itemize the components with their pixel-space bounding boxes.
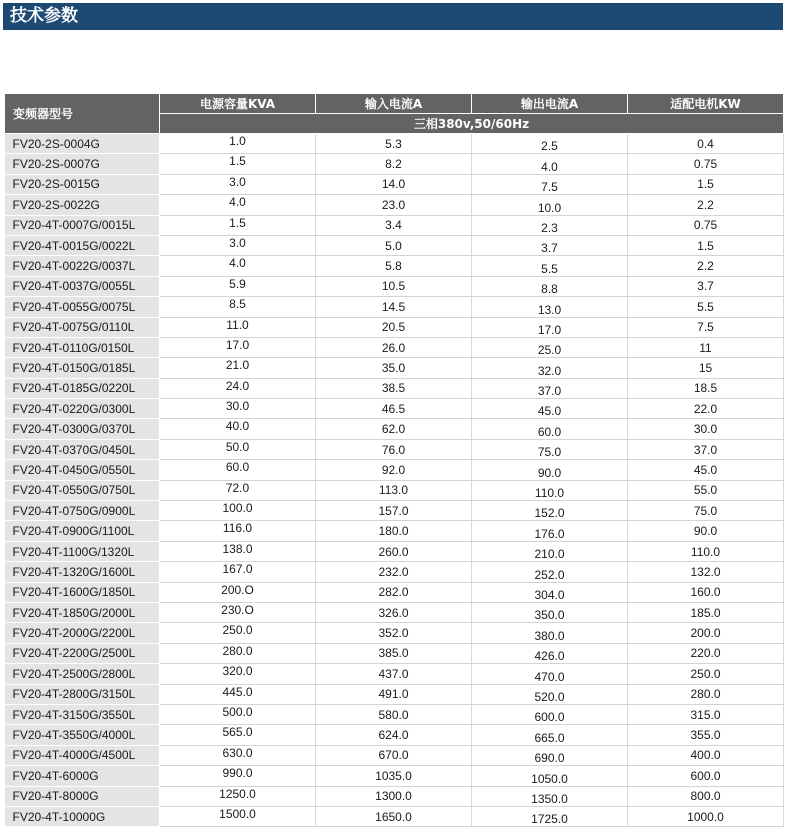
power-capacity-cell: 3.0: [160, 174, 316, 194]
power-capacity-cell: 50.0: [160, 439, 316, 459]
table-row: [5, 664, 784, 684]
table-row: [5, 358, 784, 378]
output-current-cell: 690.0: [472, 745, 628, 765]
motor-power-cell: 185.0: [628, 602, 784, 622]
model-cell: FV20-2S-0004G: [5, 134, 160, 154]
model-cell: FV20-4T-0900G/1100L: [5, 521, 160, 541]
table-row: [5, 460, 784, 480]
output-current-cell: 5.5: [472, 256, 628, 276]
motor-power-cell: 55.0: [628, 480, 784, 500]
input-current-cell: 46.5: [316, 399, 472, 419]
input-current-cell: 1035.0: [316, 766, 472, 786]
power-capacity-cell: 11.0: [160, 317, 316, 337]
power-capacity-cell: 250.0: [160, 623, 316, 643]
output-current-cell: 1725.0: [472, 806, 628, 826]
output-current-cell: 210.0: [472, 541, 628, 561]
power-capacity-cell: 116.0: [160, 521, 316, 541]
model-cell: FV20-4T-1600G/1850L: [5, 582, 160, 602]
table-row: [5, 419, 784, 439]
output-current-cell: 1350.0: [472, 786, 628, 806]
output-current-cell: 13.0: [472, 297, 628, 317]
input-current-cell: 260.0: [316, 541, 472, 561]
input-current-cell: 5.3: [316, 134, 472, 154]
model-cell: FV20-4T-3150G/3550L: [5, 704, 160, 724]
model-cell: FV20-4T-0370G/0450L: [5, 439, 160, 459]
power-capacity-cell: 8.5: [160, 297, 316, 317]
input-current-cell: 352.0: [316, 623, 472, 643]
power-capacity-cell: 500.0: [160, 704, 316, 724]
power-capacity-cell: 4.0: [160, 195, 316, 215]
power-capacity-cell: 630.0: [160, 745, 316, 765]
model-cell: FV20-4T-0022G/0037L: [5, 256, 160, 276]
motor-power-cell: 800.0: [628, 786, 784, 806]
table-row: [5, 684, 784, 704]
input-current-cell: 1300.0: [316, 786, 472, 806]
motor-power-cell: 2.2: [628, 256, 784, 276]
section-title: 技术参数: [3, 3, 783, 30]
motor-power-cell: 132.0: [628, 562, 784, 582]
table-row: [5, 562, 784, 582]
input-current-cell: 76.0: [316, 439, 472, 459]
table-row: [5, 521, 784, 541]
input-current-cell: 157.0: [316, 501, 472, 521]
output-current-cell: 32.0: [472, 358, 628, 378]
table-row: [5, 786, 784, 806]
model-column-header: 变频器型号: [5, 94, 160, 134]
input-current-cell: 62.0: [316, 419, 472, 439]
output-current-cell: 25.0: [472, 337, 628, 357]
power-capacity-cell: 990.0: [160, 766, 316, 786]
motor-power-cell: 1.5: [628, 174, 784, 194]
table-row: [5, 317, 784, 337]
motor-power-cell: 315.0: [628, 704, 784, 724]
input-current-cell: 437.0: [316, 664, 472, 684]
model-cell: FV20-4T-0007G/0015L: [5, 215, 160, 235]
motor-power-cell: 1.5: [628, 235, 784, 255]
output-current-cell: 665.0: [472, 725, 628, 745]
motor-power-cell: 15: [628, 358, 784, 378]
model-cell: FV20-4T-0075G/0110L: [5, 317, 160, 337]
column-header-input-current: 输入电流A: [316, 94, 472, 114]
power-capacity-cell: 5.9: [160, 276, 316, 296]
motor-power-cell: 280.0: [628, 684, 784, 704]
motor-power-cell: 37.0: [628, 439, 784, 459]
power-capacity-cell: 167.0: [160, 562, 316, 582]
table-row: [5, 235, 784, 255]
input-current-cell: 14.5: [316, 297, 472, 317]
output-current-cell: 304.0: [472, 582, 628, 602]
motor-power-cell: 30.0: [628, 419, 784, 439]
input-current-cell: 113.0: [316, 480, 472, 500]
output-current-cell: 152.0: [472, 501, 628, 521]
motor-power-cell: 160.0: [628, 582, 784, 602]
input-current-cell: 326.0: [316, 602, 472, 622]
motor-power-cell: 22.0: [628, 399, 784, 419]
motor-power-cell: 90.0: [628, 521, 784, 541]
motor-power-cell: 0.75: [628, 154, 784, 174]
model-cell: FV20-4T-0055G/0075L: [5, 297, 160, 317]
table-row: [5, 439, 784, 459]
model-cell: FV20-4T-0300G/0370L: [5, 419, 160, 439]
model-cell: FV20-4T-0110G/0150L: [5, 337, 160, 357]
power-spec-subheader: 三相380v,50/60Hz: [160, 114, 784, 134]
input-current-cell: 180.0: [316, 521, 472, 541]
motor-power-cell: 1000.0: [628, 806, 784, 826]
output-current-cell: 2.3: [472, 215, 628, 235]
power-capacity-cell: 24.0: [160, 378, 316, 398]
motor-power-cell: 0.4: [628, 134, 784, 154]
model-cell: FV20-4T-1850G/2000L: [5, 602, 160, 622]
table-row: [5, 134, 784, 154]
output-current-cell: 10.0: [472, 195, 628, 215]
power-capacity-cell: 138.0: [160, 541, 316, 561]
power-capacity-cell: 1250.0: [160, 786, 316, 806]
output-current-cell: 176.0: [472, 521, 628, 541]
table-row: [5, 602, 784, 622]
table-row: [5, 195, 784, 215]
output-current-cell: 252.0: [472, 562, 628, 582]
input-current-cell: 38.5: [316, 378, 472, 398]
table-row: [5, 745, 784, 765]
power-capacity-cell: 17.0: [160, 337, 316, 357]
power-capacity-cell: 1.5: [160, 154, 316, 174]
table-row: [5, 480, 784, 500]
table-row: [5, 725, 784, 745]
motor-power-cell: 0.75: [628, 215, 784, 235]
table-row: [5, 276, 784, 296]
table-row: [5, 623, 784, 643]
power-capacity-cell: 445.0: [160, 684, 316, 704]
output-current-cell: 380.0: [472, 623, 628, 643]
input-current-cell: 1650.0: [316, 806, 472, 826]
input-current-cell: 232.0: [316, 562, 472, 582]
input-current-cell: 5.0: [316, 235, 472, 255]
model-cell: FV20-4T-2200G/2500L: [5, 643, 160, 663]
model-cell: FV20-4T-0037G/0055L: [5, 276, 160, 296]
model-cell: FV20-4T-0750G/0900L: [5, 501, 160, 521]
model-cell: FV20-4T-2800G/3150L: [5, 684, 160, 704]
output-current-cell: 45.0: [472, 399, 628, 419]
input-current-cell: 20.5: [316, 317, 472, 337]
table-row: [5, 337, 784, 357]
power-capacity-cell: 200.O: [160, 582, 316, 602]
power-capacity-cell: 320.0: [160, 664, 316, 684]
model-cell: FV20-2S-0015G: [5, 174, 160, 194]
input-current-cell: 580.0: [316, 704, 472, 724]
model-cell: FV20-4T-4000G/4500L: [5, 745, 160, 765]
input-current-cell: 670.0: [316, 745, 472, 765]
motor-power-cell: 45.0: [628, 460, 784, 480]
motor-power-cell: 7.5: [628, 317, 784, 337]
motor-power-cell: 250.0: [628, 664, 784, 684]
output-current-cell: 37.0: [472, 378, 628, 398]
table-row: [5, 643, 784, 663]
power-capacity-cell: 100.0: [160, 501, 316, 521]
model-cell: FV20-4T-0015G/0022L: [5, 235, 160, 255]
output-current-cell: 1050.0: [472, 766, 628, 786]
spec-table-body: [5, 134, 784, 827]
motor-power-cell: 3.7: [628, 276, 784, 296]
input-current-cell: 282.0: [316, 582, 472, 602]
motor-power-cell: 110.0: [628, 541, 784, 561]
power-capacity-cell: 230.O: [160, 602, 316, 622]
table-row: [5, 806, 784, 826]
output-current-cell: 90.0: [472, 460, 628, 480]
table-row: [5, 541, 784, 561]
input-current-cell: 491.0: [316, 684, 472, 704]
spec-table: [4, 93, 784, 827]
power-capacity-cell: 30.0: [160, 399, 316, 419]
input-current-cell: 8.2: [316, 154, 472, 174]
table-row: [5, 215, 784, 235]
output-current-cell: 60.0: [472, 419, 628, 439]
output-current-cell: 3.7: [472, 235, 628, 255]
power-capacity-cell: 3.0: [160, 235, 316, 255]
model-cell: FV20-2S-0022G: [5, 195, 160, 215]
output-current-cell: 2.5: [472, 134, 628, 154]
column-header-output-current: 输出电流A: [472, 94, 628, 114]
model-cell: FV20-4T-0450G/0550L: [5, 460, 160, 480]
model-cell: FV20-4T-0220G/0300L: [5, 399, 160, 419]
motor-power-cell: 600.0: [628, 766, 784, 786]
power-capacity-cell: 4.0: [160, 256, 316, 276]
motor-power-cell: 2.2: [628, 195, 784, 215]
model-cell: FV20-4T-0150G/0185L: [5, 358, 160, 378]
motor-power-cell: 18.5: [628, 378, 784, 398]
power-capacity-cell: 1.0: [160, 134, 316, 154]
input-current-cell: 35.0: [316, 358, 472, 378]
model-cell: FV20-4T-0185G/0220L: [5, 378, 160, 398]
input-current-cell: 26.0: [316, 337, 472, 357]
model-cell: FV20-4T-6000G: [5, 766, 160, 786]
motor-power-cell: 400.0: [628, 745, 784, 765]
table-row: [5, 297, 784, 317]
motor-power-cell: 11: [628, 337, 784, 357]
motor-power-cell: 220.0: [628, 643, 784, 663]
power-capacity-cell: 21.0: [160, 358, 316, 378]
output-current-cell: 110.0: [472, 480, 628, 500]
power-capacity-cell: 72.0: [160, 480, 316, 500]
input-current-cell: 3.4: [316, 215, 472, 235]
model-cell: FV20-4T-2000G/2200L: [5, 623, 160, 643]
output-current-cell: 4.0: [472, 154, 628, 174]
power-capacity-cell: 40.0: [160, 419, 316, 439]
input-current-cell: 385.0: [316, 643, 472, 663]
motor-power-cell: 5.5: [628, 297, 784, 317]
table-row: [5, 582, 784, 602]
output-current-cell: 350.0: [472, 602, 628, 622]
model-cell: FV20-4T-10000G: [5, 806, 160, 826]
output-current-cell: 520.0: [472, 684, 628, 704]
model-cell: FV20-4T-0550G/0750L: [5, 480, 160, 500]
input-current-cell: 5.8: [316, 256, 472, 276]
output-current-cell: 426.0: [472, 643, 628, 663]
table-row: [5, 766, 784, 786]
power-capacity-cell: 565.0: [160, 725, 316, 745]
input-current-cell: 10.5: [316, 276, 472, 296]
input-current-cell: 23.0: [316, 195, 472, 215]
table-row: [5, 399, 784, 419]
table-row: [5, 154, 784, 174]
motor-power-cell: 355.0: [628, 725, 784, 745]
column-header-power-capacity: 电源容量KVA: [160, 94, 316, 114]
model-cell: FV20-4T-1100G/1320L: [5, 541, 160, 561]
power-capacity-cell: 60.0: [160, 460, 316, 480]
power-capacity-cell: 1500.0: [160, 806, 316, 826]
input-current-cell: 14.0: [316, 174, 472, 194]
input-current-cell: 624.0: [316, 725, 472, 745]
output-current-cell: 470.0: [472, 664, 628, 684]
table-row: [5, 256, 784, 276]
model-cell: FV20-4T-1320G/1600L: [5, 562, 160, 582]
table-row: [5, 704, 784, 724]
output-current-cell: 600.0: [472, 704, 628, 724]
output-current-cell: 7.5: [472, 174, 628, 194]
motor-power-cell: 75.0: [628, 501, 784, 521]
power-capacity-cell: 1.5: [160, 215, 316, 235]
motor-power-cell: 200.0: [628, 623, 784, 643]
table-row: [5, 378, 784, 398]
model-cell: FV20-4T-3550G/4000L: [5, 725, 160, 745]
table-row: [5, 174, 784, 194]
output-current-cell: 8.8: [472, 276, 628, 296]
input-current-cell: 92.0: [316, 460, 472, 480]
model-cell: FV20-4T-8000G: [5, 786, 160, 806]
table-row: [5, 501, 784, 521]
power-capacity-cell: 280.0: [160, 643, 316, 663]
output-current-cell: 75.0: [472, 439, 628, 459]
column-header-motor-power: 适配电机KW: [628, 94, 784, 114]
model-cell: FV20-4T-2500G/2800L: [5, 664, 160, 684]
model-cell: FV20-2S-0007G: [5, 154, 160, 174]
output-current-cell: 17.0: [472, 317, 628, 337]
